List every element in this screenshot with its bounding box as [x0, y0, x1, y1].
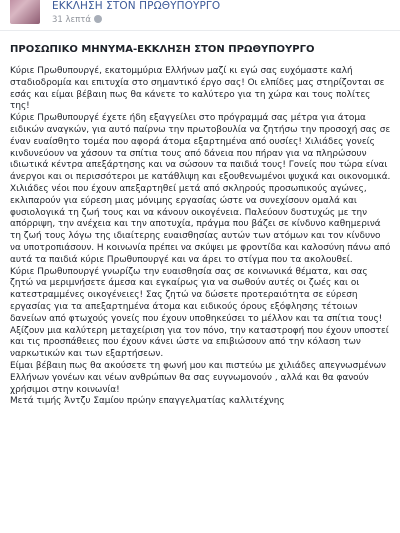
avatar[interactable] [10, 0, 40, 24]
page-name-link[interactable]: ΕΚΚΛΗΣΗ ΣΤΟΝ ΠΡΩΘΥΠΟΥΡΓΟ [52, 0, 221, 12]
header-divider [0, 30, 400, 31]
post-paragraph: Μετά τιμής Άντζυ Σαμίου πρώην επαγγελματίας καλλιτέχνης [10, 396, 285, 407]
globe-icon [94, 15, 102, 23]
post-timestamp[interactable] [52, 15, 102, 25]
post-paragraph: Κύριε Πρωθυπουργέ, εκατομμύρια Ελλήνων μαζί κι εγώ σας ευχόμαστε καλή σταδιοδρομία και επιτυχία στο σημαντικό έργο σας! Οι ελπίδες μας στηρίζονται σε εσάς και είμαι βέβαιη πως θα κάνετε το καλύτερο για τη χώρα και τους πολίτες της! [10, 66, 385, 112]
post-header [0, 0, 400, 30]
post-paragraph: Κύριε Πρωθυπουργέ γνωρίζω την ευαισθησία σας σε κοινωνικά θέματα, και σας ζητώ να μεριμνήσετε άμεσα και εγκαίρως για να σωθούν αυτές οι ζωές και οι κατεστραμμένες οικογένειες! Σας ζητώ να δώσετε προτεραιότητα σε εύρεση εργασίας για τα απεξαρτημένα άτομα και ειδικούς όρους εξόφλησης τέτοιων δανείων από φτωχούς γονείς που έχουν υποθηκεύσει το μέλλον και τα σπίτια τους! Αξίζουν μια καλύτερη μεταχείριση για τον πόνο, την καταστροφή που έχουν υποστεί και τις προσπάθειες που έχουν κάνει ώστε να επιβιώσουν από την κόλαση των ναρκωτικών και των εξαρτήσεων. [10, 266, 389, 360]
post-title: ΠΡΟΣΩΠΙΚΟ ΜΗΝΥΜΑ-ΕΚΚΛΗΣΗ ΣΤΟΝ ΠΡΩΘΥΠΟΥΡΓΟ [10, 44, 315, 55]
post-paragraph: Κύριε Πρωθυπουργέ έχετε ήδη εξαγγείλει στο πρόγραμμά σας μέτρα για άτομα ειδικών αναγκών, για αυτό παίρνω την πρωτοβουλία να ζητήσω την προσοχή σας σε έναν ευαίσθητο τομέα που αφορά άτομα εξαρτημένα από ουσίες! Χιλιάδες γονείς κινδυνεύουν να χάσουν τα σπίτια τους από δάνεια που πήραν για να πληρώσουν ιδιωτικά κέντρα απεξάρτησης και να σώσουν τα παιδιά τους! Γονείς που τώρα είναι άνεργοι και οι περισσότεροι με κατάθλιψη και εξουθενωμένοι ψυχικά και οικονομικά. [10, 113, 391, 183]
post-paragraph: Χιλιάδες νέοι που έχουν απεξαρτηθεί μετά από σκληρούς προσωπικούς αγώνες, εκλιπαρούν για εύρεση μιας μόνιμης εργασίας ώστε να συνεχίσουν ομαλά και φυσιολογικά τη ζωή τους και να κάνουν οικογένεια. Παλεύουν δυστυχώς με την απόρριψη, την ανέχεια και την αποτυχία, πράγμα που βάζει σε κίνδυνο καθημερινά τη ζωή τους λόγω της ιδιαίτερης ευαισθησίας αυτών των ατόμων και τον κίνδυνο να υποτροπιάσουν. Η κοινωνία πρέπει να σκύψει με φροντίδα και καλοσύνη πάνω από αυτά τα παιδιά κύριε Πρωθυπουργέ και να άρει το στίγμα που τα ακολουθεί. [10, 183, 391, 265]
post-body [10, 66, 392, 408]
timestamp-text: 31 λεπτά [52, 15, 91, 25]
post-paragraph: Είμαι βέβαιη πως θα ακούσετε τη φωνή μου και πιστεύω με χιλιάδες απεγνωσμένων Ελλήνων γονέων και νέων ανθρώπων θα σας ευγνωμονούν , αλλά και θα φανούν χρήσιμοι στην κοινωνία! [10, 360, 387, 395]
